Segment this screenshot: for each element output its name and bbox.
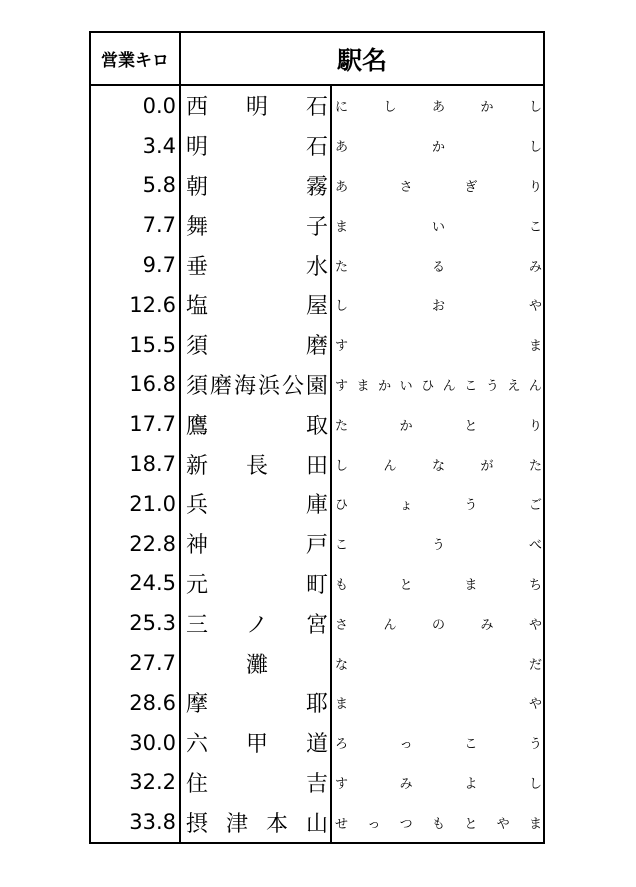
kana-char: た <box>335 259 349 275</box>
kanji-char: 須 <box>186 373 209 399</box>
station-kanji <box>186 86 328 126</box>
kana-char: み <box>528 259 542 275</box>
kanji-char: 明 <box>245 95 268 121</box>
kana-char: す <box>335 339 349 355</box>
kanji-char: 宮 <box>305 612 328 638</box>
kanji-char: 塩 <box>186 294 209 320</box>
kanji-char: 朝 <box>186 174 209 200</box>
station-kana <box>335 524 542 564</box>
kanji-char: 鷹 <box>186 413 209 439</box>
kanji-char: 浜 <box>257 373 280 399</box>
kanji-char: 須 <box>186 334 209 360</box>
kana-char: べ <box>528 538 542 554</box>
kana-char: か <box>378 378 392 394</box>
station-kanji <box>186 603 328 643</box>
kana-char: う <box>528 737 542 753</box>
kana-char: し <box>528 776 542 792</box>
km-value: 16.8 <box>129 372 176 397</box>
kanji-char: 長 <box>245 453 268 479</box>
kana-char: や <box>528 697 542 713</box>
station-kanji <box>186 444 328 484</box>
kana-char: の <box>431 617 445 633</box>
kana-char: あ <box>335 140 349 156</box>
station-kana <box>335 603 542 643</box>
kana-char: と <box>464 816 478 832</box>
table-row <box>91 603 543 643</box>
kana-char: ま <box>335 219 349 235</box>
km-value: 9.7 <box>142 253 176 278</box>
station-kanji <box>186 365 328 405</box>
table-row <box>91 285 543 325</box>
kana-char: さ <box>335 617 349 633</box>
kana-char: み <box>480 617 494 633</box>
kanji-char: 西 <box>186 95 209 121</box>
kana-char: も <box>431 816 445 832</box>
kanji-char: 石 <box>305 95 328 121</box>
kana-char: し <box>383 100 397 116</box>
kanji-char: 取 <box>305 413 328 439</box>
km-value: 24.5 <box>129 571 176 596</box>
kanji-char: 霧 <box>305 174 328 200</box>
kana-char: あ <box>431 100 445 116</box>
kanji-char: 園 <box>305 373 328 399</box>
station-kana <box>335 484 542 524</box>
kanji-char: 磨 <box>305 334 328 360</box>
kanji-char: 神 <box>186 533 209 559</box>
kana-char: お <box>431 299 445 315</box>
kana-char: し <box>335 299 349 315</box>
kana-char: し <box>335 458 349 474</box>
table-row <box>91 643 543 683</box>
table-row <box>91 86 543 126</box>
station-kana <box>335 763 542 803</box>
station-kanji <box>186 484 328 524</box>
kana-char: う <box>485 378 499 394</box>
station-kanji <box>186 325 328 365</box>
kana-char: が <box>480 458 494 474</box>
kana-char: み <box>399 776 413 792</box>
kanji-char: 屋 <box>305 294 328 320</box>
station-kanji <box>186 245 328 285</box>
station-kana <box>335 723 542 763</box>
kana-char: ま <box>464 577 478 593</box>
kanji-char: 舞 <box>186 214 209 240</box>
kana-char: ま <box>528 816 542 832</box>
kanji-char: 垂 <box>186 254 209 280</box>
kana-char: い <box>431 219 445 235</box>
station-kana <box>335 444 542 484</box>
kanji-char: 水 <box>305 254 328 280</box>
km-value: 27.7 <box>129 651 176 676</box>
header-km: 営業キロ <box>101 51 169 71</box>
km-value: 15.5 <box>129 332 176 357</box>
station-kana <box>335 802 542 842</box>
table-row <box>91 763 543 803</box>
kanji-char: 元 <box>186 572 209 598</box>
kana-char: こ <box>464 737 478 753</box>
kana-char: こ <box>528 219 542 235</box>
kana-char: う <box>431 538 445 554</box>
kana-char: こ <box>335 538 349 554</box>
kana-char: ち <box>528 577 542 593</box>
table-row <box>91 723 543 763</box>
kana-char: ん <box>528 378 542 394</box>
station-kanji <box>186 802 328 842</box>
kanji-char: 磨 <box>209 373 232 399</box>
kana-char: ん <box>442 378 456 394</box>
kana-char: や <box>528 299 542 315</box>
kana-char: ん <box>383 617 397 633</box>
kana-char: っ <box>367 816 381 832</box>
station-table <box>89 31 545 844</box>
station-kana <box>335 365 542 405</box>
kana-char: な <box>431 458 445 474</box>
kana-char: に <box>335 100 349 116</box>
kana-char: ぎ <box>464 179 478 195</box>
kana-char: り <box>528 418 542 434</box>
kana-char: か <box>431 140 445 156</box>
kana-char: ひ <box>335 498 349 514</box>
table-row <box>91 205 543 245</box>
kana-char: ょ <box>399 498 413 514</box>
km-value: 3.4 <box>142 133 176 158</box>
table-row <box>91 444 543 484</box>
table-row <box>91 245 543 285</box>
kana-char: と <box>399 577 413 593</box>
km-value: 33.8 <box>129 810 176 835</box>
kanji-char: 甲 <box>245 732 268 758</box>
kana-char: せ <box>335 816 349 832</box>
kana-char: た <box>335 418 349 434</box>
header-station-name: 駅名 <box>336 45 387 75</box>
kanji-char: 津 <box>225 811 248 837</box>
kana-char: り <box>528 179 542 195</box>
table-row <box>91 126 543 166</box>
km-value: 0.0 <box>142 93 176 118</box>
station-kanji <box>186 763 328 803</box>
kanji-char: 摩 <box>186 692 209 718</box>
km-value: 30.0 <box>129 730 176 755</box>
kana-char: か <box>480 100 494 116</box>
kana-char: な <box>335 657 349 673</box>
km-value: 22.8 <box>129 531 176 556</box>
kana-char: ま <box>335 697 349 713</box>
station-kanji <box>186 564 328 604</box>
kanji-char: 住 <box>186 771 209 797</box>
station-kana <box>335 86 542 126</box>
kanji-char: 田 <box>305 453 328 479</box>
kanji-char: 子 <box>305 214 328 240</box>
station-kanji <box>186 126 328 166</box>
kanji-char: 石 <box>305 135 328 161</box>
kanji-char: 耶 <box>305 692 328 718</box>
kana-char: い <box>399 378 413 394</box>
station-kana <box>335 205 542 245</box>
km-value: 18.7 <box>129 452 176 477</box>
kana-char: る <box>431 259 445 275</box>
station-kanji <box>186 683 328 723</box>
kana-char: し <box>528 100 542 116</box>
station-kana <box>335 245 542 285</box>
station-kana <box>335 564 542 604</box>
kanji-char: 摂 <box>186 811 209 837</box>
table-row <box>91 365 543 405</box>
kanji-char: 庫 <box>305 493 328 519</box>
station-kanji <box>186 205 328 245</box>
table-row <box>91 484 543 524</box>
kana-char: だ <box>528 657 542 673</box>
kanji-char: ノ <box>245 612 268 638</box>
table-row <box>91 325 543 365</box>
kana-char: つ <box>399 816 413 832</box>
kana-char: っ <box>399 737 413 753</box>
table-row <box>91 524 543 564</box>
km-value: 32.2 <box>129 770 176 795</box>
station-kanji <box>186 524 328 564</box>
kanji-char: 三 <box>186 612 209 638</box>
station-rows <box>91 86 543 842</box>
kana-char: ま <box>528 339 542 355</box>
kanji-char: 六 <box>186 732 209 758</box>
km-value: 21.0 <box>129 491 176 516</box>
station-kana <box>335 285 542 325</box>
km-value: 28.6 <box>129 690 176 715</box>
station-kana <box>335 683 542 723</box>
km-value: 12.6 <box>129 292 176 317</box>
kanji-char: 明 <box>186 135 209 161</box>
station-kana <box>335 325 542 365</box>
kana-char: よ <box>464 776 478 792</box>
kana-char: ひ <box>421 378 435 394</box>
station-kanji <box>186 723 328 763</box>
kana-char: す <box>335 378 349 394</box>
kanji-char: 吉 <box>305 771 328 797</box>
kana-char: さ <box>399 179 413 195</box>
kana-char: ん <box>383 458 397 474</box>
km-value: 5.8 <box>142 173 176 198</box>
station-kana <box>335 126 542 166</box>
station-kana <box>335 643 542 683</box>
km-value: 17.7 <box>129 412 176 437</box>
station-kanji <box>186 643 328 683</box>
table-row <box>91 802 543 842</box>
kana-char: も <box>335 577 349 593</box>
kanji-char: 山 <box>305 811 328 837</box>
table-row <box>91 404 543 444</box>
kana-char: す <box>335 776 349 792</box>
kanji-char: 道 <box>305 732 328 758</box>
kanji-char: 海 <box>233 373 256 399</box>
kanji-char: 本 <box>265 811 288 837</box>
station-kana <box>335 404 542 444</box>
station-kanji <box>186 166 328 206</box>
kana-char: う <box>464 498 478 514</box>
kana-char: た <box>528 458 542 474</box>
kana-char: し <box>528 140 542 156</box>
kana-char: あ <box>335 179 349 195</box>
kana-char: や <box>496 816 510 832</box>
kana-char: ご <box>528 498 542 514</box>
kana-char: か <box>399 418 413 434</box>
kanji-char: 新 <box>186 453 209 479</box>
station-kana <box>335 166 542 206</box>
kanji-char: 町 <box>305 572 328 598</box>
km-value: 25.3 <box>129 611 176 636</box>
station-kanji <box>186 285 328 325</box>
kana-char: ま <box>356 378 370 394</box>
kanji-char: 灘 <box>245 652 268 678</box>
table-row <box>91 166 543 206</box>
km-value: 7.7 <box>142 213 176 238</box>
kanji-char: 兵 <box>186 493 209 519</box>
kana-char: と <box>464 418 478 434</box>
table-row <box>91 564 543 604</box>
kanji-char: 戸 <box>305 533 328 559</box>
kana-char: え <box>507 378 521 394</box>
table-row <box>91 683 543 723</box>
kana-char: ろ <box>335 737 349 753</box>
kana-char: や <box>528 617 542 633</box>
kana-char: こ <box>464 378 478 394</box>
station-kanji <box>186 404 328 444</box>
kanji-char: 公 <box>281 373 304 399</box>
